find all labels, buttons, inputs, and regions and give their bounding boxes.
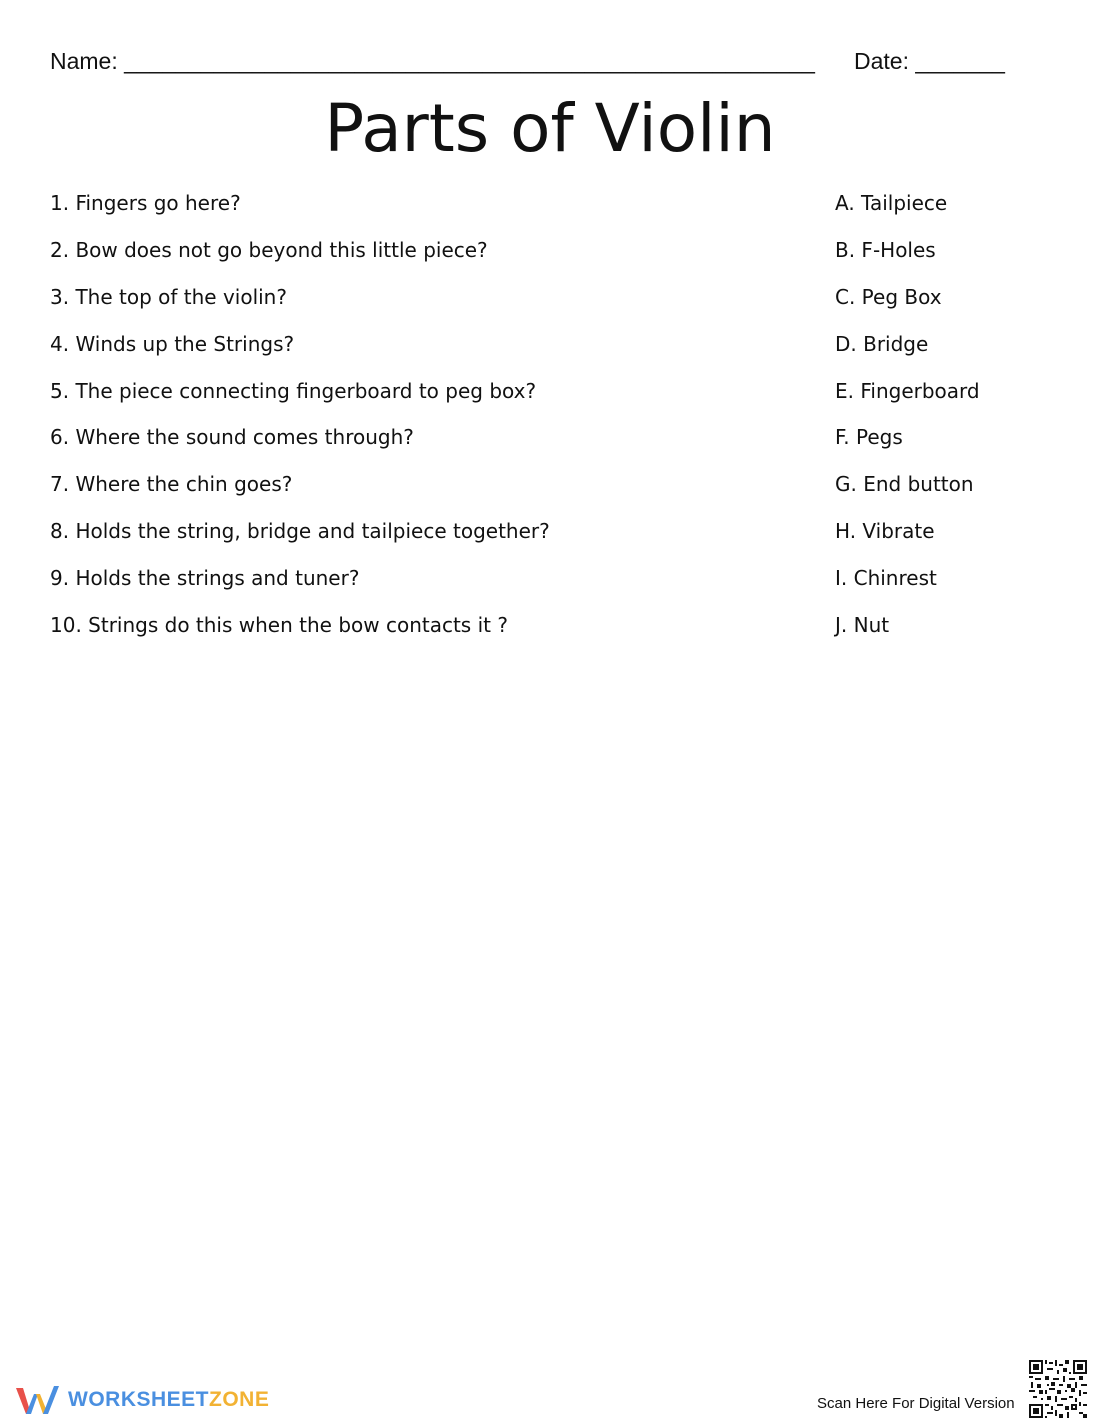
question-item: 9. Holds the strings and tuner? (50, 566, 360, 591)
question-item: 5. The piece connecting fingerboard to peg box? (50, 378, 537, 403)
question-item: 10. Strings do this when the bow contacts it ? (50, 613, 508, 638)
answer-item: C. Peg Box (835, 284, 942, 309)
page-title: Parts of Violin (324, 90, 776, 167)
question-item: 4. Winds up the Strings? (50, 331, 295, 356)
answer-item: G. End button (835, 472, 974, 497)
answer-item: B. F-Holes (835, 237, 936, 262)
answer-item: J. Nut (835, 613, 890, 638)
question-item: 2. Bow does not go beyond this little piece? (50, 237, 488, 262)
date-field-label: Date: _______ (854, 48, 1005, 74)
answer-item: A. Tailpiece (835, 191, 948, 215)
question-item: 1. Fingers go here? (50, 191, 241, 215)
answers-list (835, 186, 1075, 655)
question-item: 6. Where the sound comes through? (50, 425, 414, 450)
answer-item: I. Chinrest (835, 566, 937, 591)
answer-item: E. Fingerboard (835, 378, 980, 403)
question-item: 7. Where the chin goes? (50, 472, 293, 497)
logo-text (68, 1388, 269, 1412)
scan-instruction: Scan Here For Digital Version (817, 1395, 1015, 1412)
logo-w-icon (14, 1382, 60, 1418)
logo-text-worksheet: WORKSHEET (68, 1388, 209, 1411)
questions-list (50, 186, 810, 655)
logo-text-zone: ZONE (209, 1388, 270, 1411)
answer-item: F. Pegs (835, 425, 903, 450)
answer-item: D. Bridge (835, 331, 929, 356)
name-field-label: Name: ______________________________________________________ (50, 48, 815, 74)
question-item: 8. Holds the string, bridge and tailpiece together? (50, 519, 550, 544)
worksheetzone-logo[interactable] (14, 1382, 269, 1418)
answer-item: H. Vibrate (835, 519, 935, 544)
question-item: 3. The top of the violin? (50, 284, 287, 309)
qr-code-icon[interactable] (1029, 1360, 1087, 1418)
